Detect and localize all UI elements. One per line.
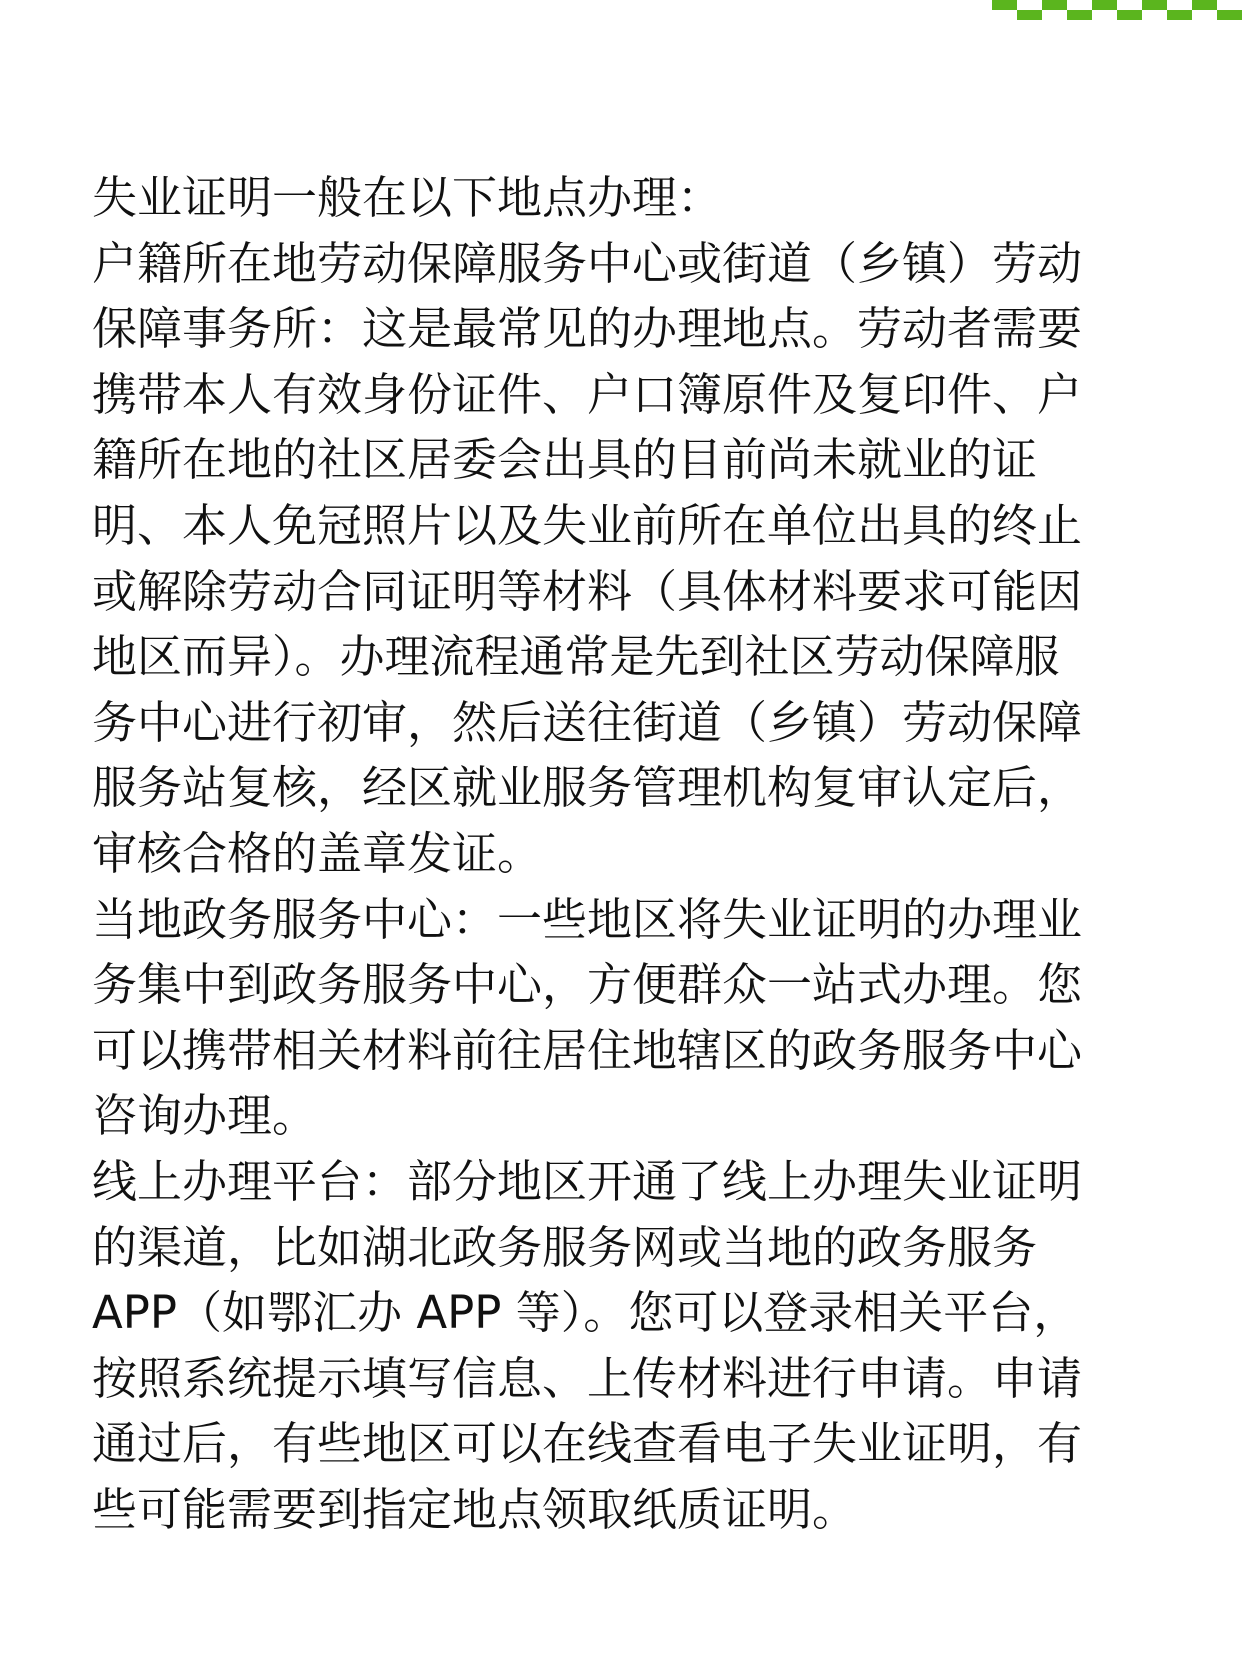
- checker-cell: [1167, 0, 1192, 10]
- checker-cell: [1117, 10, 1142, 20]
- checkerboard-decoration: [992, 0, 1242, 20]
- checker-cell: [1217, 10, 1242, 20]
- text-line: 些可能需要到指定地点领取纸质证明。: [92, 1482, 858, 1536]
- checker-cell: [992, 10, 1017, 20]
- text-line: 保障事务所：这是最常见的办理地点。劳动者需要: [92, 302, 1083, 356]
- text-line: 咨询办理。: [92, 1089, 318, 1143]
- checker-cell: [1142, 10, 1167, 20]
- checker-cell: [1192, 10, 1217, 20]
- checker-cell: [1192, 0, 1217, 10]
- text-line: 当地政务服务中心：一些地区将失业证明的办理业: [92, 892, 1083, 946]
- checker-cell: [1092, 10, 1117, 20]
- text-line: 明、本人免冠照片以及失业前所在单位出具的终止: [92, 498, 1083, 552]
- text-line: 携带本人有效身份证件、户口簿原件及复印件、户: [92, 367, 1083, 421]
- checker-cell: [1167, 10, 1192, 20]
- checker-cell: [1042, 10, 1067, 20]
- checker-cell: [1067, 10, 1092, 20]
- text-line: 地区而异）。办理流程通常是先到社区劳动保障服: [92, 630, 1060, 684]
- text-line: 失业证明一般在以下地点办理：: [92, 171, 723, 224]
- checker-cell: [1117, 0, 1142, 10]
- checker-cell: [1067, 0, 1092, 10]
- checker-cell: [1092, 0, 1117, 10]
- text-line: APP（如鄂汇办 APP 等）。您可以登录相关平台，: [92, 1286, 1079, 1340]
- text-line: 按照系统提示填写信息、上传材料进行申请。申请: [92, 1351, 1083, 1405]
- text-line: 务集中到政务服务中心，方便群众一站式办理。您: [92, 958, 1083, 1012]
- checker-cell: [992, 0, 1017, 10]
- text-line: 审核合格的盖章发证。: [92, 826, 543, 880]
- checker-cell: [1142, 0, 1167, 10]
- checker-cell: [1017, 10, 1042, 20]
- text-line: 或解除劳动合同证明等材料（具体材料要求可能因: [92, 564, 1083, 618]
- checker-cell: [1017, 0, 1042, 10]
- document-body: [92, 165, 1092, 1542]
- text-line: 可以携带相关材料前往居住地辖区的政务服务中心: [92, 1023, 1083, 1077]
- checker-cell: [1217, 0, 1242, 10]
- text-line: 户籍所在地劳动保障服务中心或街道（乡镇）劳动: [92, 236, 1083, 290]
- checker-cell: [1042, 0, 1067, 10]
- text-line: 籍所在地的社区居委会出具的目前尚未就业的证: [92, 433, 1038, 487]
- text-line: 线上办理平台：部分地区开通了线上办理失业证明: [92, 1154, 1083, 1208]
- text-line: 服务站复核，经区就业服务管理机构复审认定后，: [92, 761, 1083, 815]
- text-line: 务中心进行初审，然后送往街道（乡镇）劳动保障: [92, 695, 1083, 749]
- text-line: 通过后，有些地区可以在线查看电子失业证明，有: [92, 1417, 1083, 1471]
- text-line: 的渠道，比如湖北政务服务网或当地的政务服务: [92, 1220, 1038, 1274]
